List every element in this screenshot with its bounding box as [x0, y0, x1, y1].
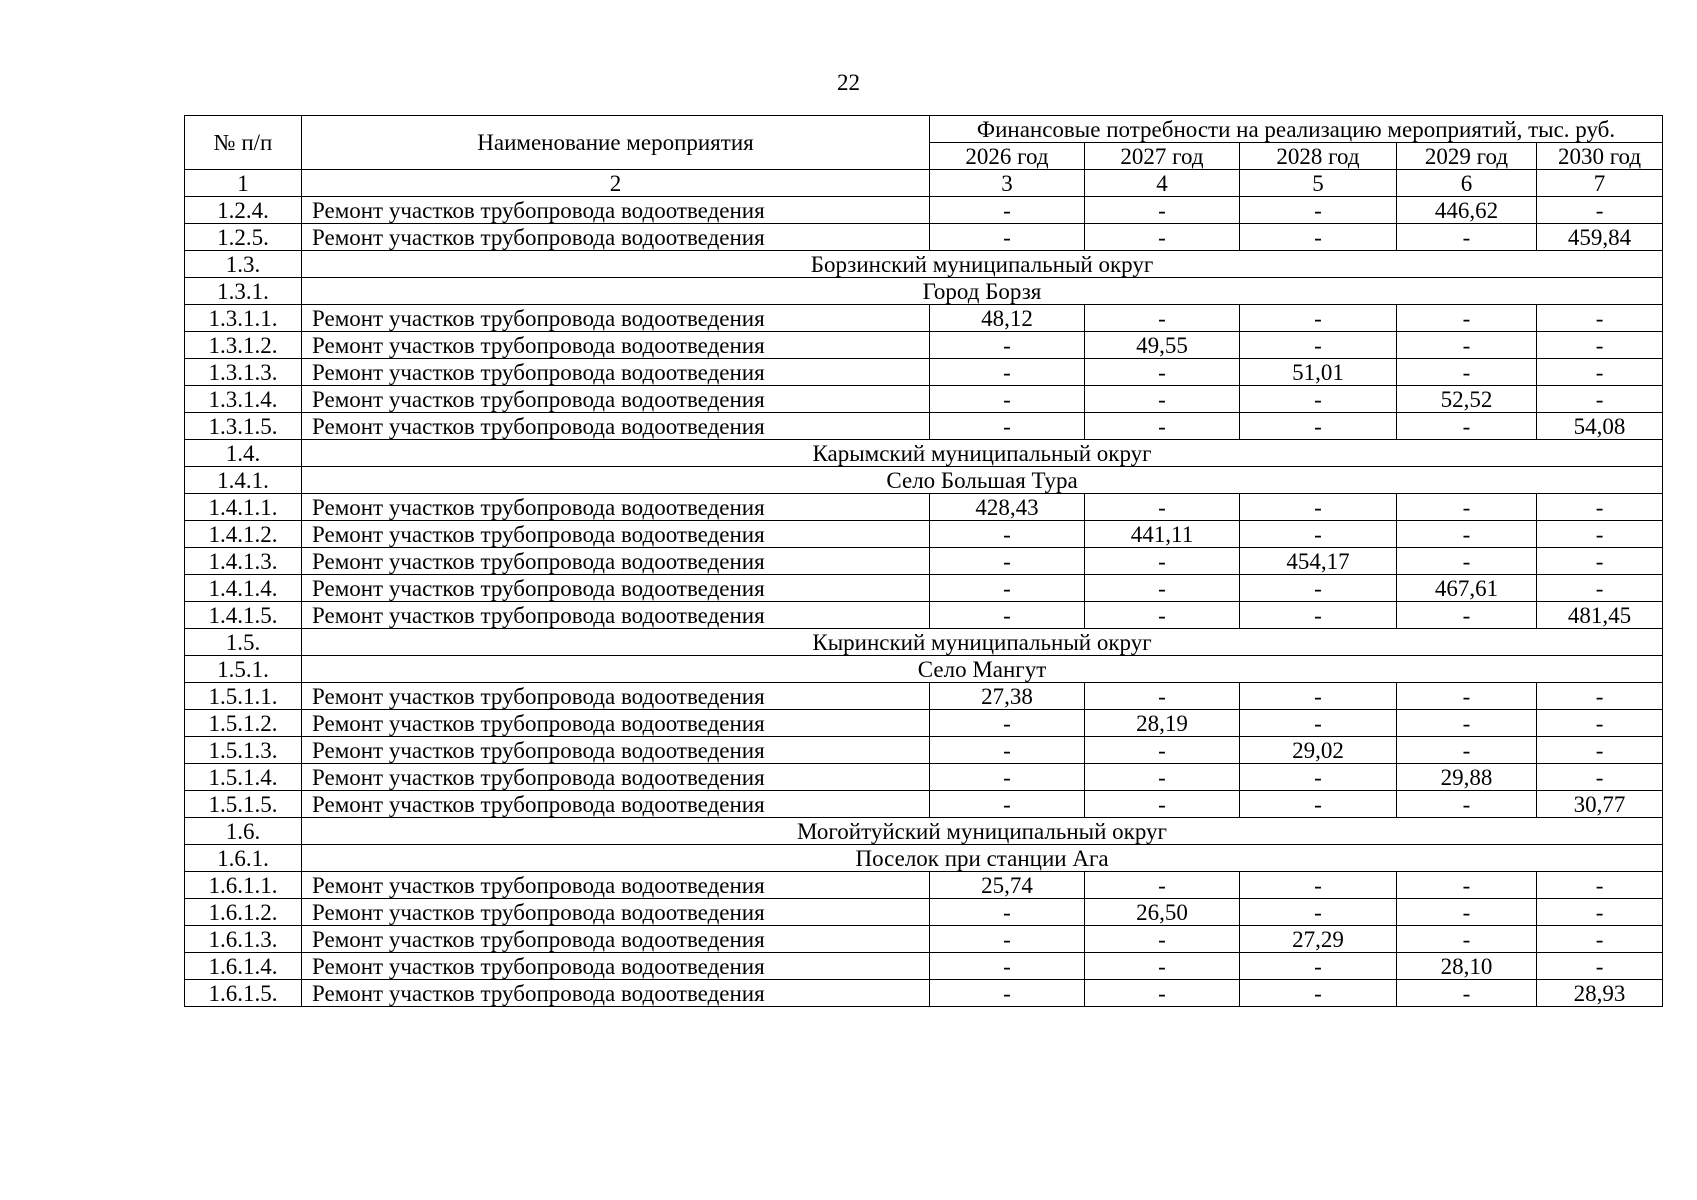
- activity-name: Ремонт участков трубопровода водоотведения: [302, 332, 930, 359]
- row-number: 1.4.1.4.: [185, 575, 302, 602]
- table-row: [185, 737, 1663, 764]
- year-value: -: [1240, 494, 1397, 521]
- row-number: 1.5.1.2.: [185, 710, 302, 737]
- year-value: -: [1085, 737, 1240, 764]
- year-value: -: [930, 710, 1085, 737]
- year-value: -: [930, 764, 1085, 791]
- header-year: 2027 год: [1085, 143, 1240, 170]
- table-row: [185, 386, 1663, 413]
- year-value: -: [1085, 953, 1240, 980]
- row-number: 1.2.5.: [185, 224, 302, 251]
- table-row: [185, 224, 1663, 251]
- column-number: 3: [930, 170, 1085, 197]
- year-value: -: [1537, 575, 1663, 602]
- table-row: [185, 575, 1663, 602]
- section-title: Борзинский муниципальный округ: [302, 251, 1663, 278]
- year-value: -: [1397, 521, 1537, 548]
- activity-name: Ремонт участков трубопровода водоотведения: [302, 548, 930, 575]
- row-number: 1.3.1.4.: [185, 386, 302, 413]
- row-number: 1.5.1.1.: [185, 683, 302, 710]
- year-value: -: [1085, 872, 1240, 899]
- year-value: -: [1397, 602, 1537, 629]
- year-value: -: [1537, 872, 1663, 899]
- section-row: [185, 629, 1663, 656]
- year-value: -: [930, 197, 1085, 224]
- table-row: [185, 521, 1663, 548]
- year-value: 446,62: [1397, 197, 1537, 224]
- table-row: [185, 197, 1663, 224]
- year-value: -: [1240, 710, 1397, 737]
- activity-name: Ремонт участков трубопровода водоотведения: [302, 413, 930, 440]
- year-value: -: [1085, 305, 1240, 332]
- year-value: -: [1397, 305, 1537, 332]
- year-value: -: [1537, 197, 1663, 224]
- year-value: -: [930, 548, 1085, 575]
- table-row: [185, 764, 1663, 791]
- year-value: -: [930, 899, 1085, 926]
- year-value: -: [1085, 548, 1240, 575]
- year-value: 25,74: [930, 872, 1085, 899]
- section-title: Город Борзя: [302, 278, 1663, 305]
- column-number: 1: [185, 170, 302, 197]
- year-value: 52,52: [1397, 386, 1537, 413]
- column-number: 6: [1397, 170, 1537, 197]
- activity-name: Ремонт участков трубопровода водоотведения: [302, 305, 930, 332]
- year-value: -: [1085, 764, 1240, 791]
- section-row: [185, 467, 1663, 494]
- row-number: 1.4.1.2.: [185, 521, 302, 548]
- row-number: 1.5.1.3.: [185, 737, 302, 764]
- year-value: -: [1240, 872, 1397, 899]
- row-number: 1.4.1.: [185, 467, 302, 494]
- activity-name: Ремонт участков трубопровода водоотведения: [302, 953, 930, 980]
- year-value: -: [1397, 899, 1537, 926]
- header-row-top: [185, 116, 1663, 143]
- activity-name: Ремонт участков трубопровода водоотведения: [302, 197, 930, 224]
- section-title: Кыринский муниципальный округ: [302, 629, 1663, 656]
- year-value: -: [1085, 224, 1240, 251]
- section-row: [185, 251, 1663, 278]
- row-number: 1.5.: [185, 629, 302, 656]
- row-number: 1.6.1.5.: [185, 980, 302, 1007]
- year-value: -: [1240, 683, 1397, 710]
- year-value: -: [1240, 764, 1397, 791]
- year-value: 428,43: [930, 494, 1085, 521]
- year-value: -: [930, 413, 1085, 440]
- year-value: -: [1537, 548, 1663, 575]
- year-value: -: [1397, 332, 1537, 359]
- year-value: -: [1085, 575, 1240, 602]
- table-row: [185, 926, 1663, 953]
- year-value: -: [1085, 602, 1240, 629]
- year-value: 48,12: [930, 305, 1085, 332]
- section-title: Село Мангут: [302, 656, 1663, 683]
- year-value: -: [1537, 953, 1663, 980]
- year-value: -: [1537, 521, 1663, 548]
- section-row: [185, 845, 1663, 872]
- column-number-row: [185, 170, 1663, 197]
- table-row: [185, 602, 1663, 629]
- row-number: 1.5.1.5.: [185, 791, 302, 818]
- table-row: [185, 413, 1663, 440]
- year-value: -: [1397, 791, 1537, 818]
- activity-name: Ремонт участков трубопровода водоотведения: [302, 521, 930, 548]
- section-row: [185, 278, 1663, 305]
- year-value: -: [1537, 386, 1663, 413]
- column-number: 7: [1537, 170, 1663, 197]
- row-number: 1.6.1.2.: [185, 899, 302, 926]
- activity-name: Ремонт участков трубопровода водоотведения: [302, 899, 930, 926]
- year-value: 30,77: [1537, 791, 1663, 818]
- year-value: -: [1537, 359, 1663, 386]
- year-value: -: [1240, 791, 1397, 818]
- table-row: [185, 683, 1663, 710]
- year-value: 459,84: [1537, 224, 1663, 251]
- year-value: -: [1397, 926, 1537, 953]
- row-number: 1.5.1.4.: [185, 764, 302, 791]
- row-number: 1.4.1.3.: [185, 548, 302, 575]
- year-value: -: [1085, 926, 1240, 953]
- year-value: 54,08: [1537, 413, 1663, 440]
- header-name: Наименование мероприятия: [302, 116, 930, 170]
- header-num: № п/п: [185, 116, 302, 170]
- row-number: 1.6.: [185, 818, 302, 845]
- year-value: -: [1085, 197, 1240, 224]
- year-value: -: [1397, 494, 1537, 521]
- section-title: Поселок при станции Ага: [302, 845, 1663, 872]
- activity-name: Ремонт участков трубопровода водоотведения: [302, 224, 930, 251]
- year-value: -: [1240, 197, 1397, 224]
- year-value: 467,61: [1397, 575, 1537, 602]
- section-title: Село Большая Тура: [302, 467, 1663, 494]
- year-value: 49,55: [1085, 332, 1240, 359]
- year-value: -: [1397, 359, 1537, 386]
- year-value: -: [1397, 413, 1537, 440]
- year-value: -: [1240, 575, 1397, 602]
- activity-name: Ремонт участков трубопровода водоотведения: [302, 602, 930, 629]
- year-value: -: [930, 953, 1085, 980]
- financing-table: [184, 115, 1663, 1007]
- year-value: -: [930, 521, 1085, 548]
- year-value: -: [1240, 305, 1397, 332]
- page-number: 22: [837, 70, 860, 95]
- year-value: -: [1240, 386, 1397, 413]
- row-number: 1.4.1.5.: [185, 602, 302, 629]
- row-number: 1.3.1.5.: [185, 413, 302, 440]
- year-value: -: [1397, 224, 1537, 251]
- year-value: 27,29: [1240, 926, 1397, 953]
- column-number: 5: [1240, 170, 1397, 197]
- year-value: 29,02: [1240, 737, 1397, 764]
- column-number: 2: [302, 170, 930, 197]
- table-body: [185, 116, 1663, 1007]
- row-number: 1.6.1.4.: [185, 953, 302, 980]
- year-value: -: [1085, 386, 1240, 413]
- year-value: -: [930, 980, 1085, 1007]
- year-value: 29,88: [1397, 764, 1537, 791]
- year-value: 454,17: [1240, 548, 1397, 575]
- table-row: [185, 791, 1663, 818]
- year-value: 28,10: [1397, 953, 1537, 980]
- activity-name: Ремонт участков трубопровода водоотведения: [302, 980, 930, 1007]
- year-value: -: [1240, 332, 1397, 359]
- row-number: 1.6.1.1.: [185, 872, 302, 899]
- activity-name: Ремонт участков трубопровода водоотведения: [302, 575, 930, 602]
- activity-name: Ремонт участков трубопровода водоотведения: [302, 359, 930, 386]
- year-value: -: [1397, 737, 1537, 764]
- year-value: 28,93: [1537, 980, 1663, 1007]
- table-row: [185, 872, 1663, 899]
- year-value: -: [1537, 926, 1663, 953]
- row-number: 1.4.1.1.: [185, 494, 302, 521]
- table-row: [185, 494, 1663, 521]
- year-value: -: [1240, 953, 1397, 980]
- year-value: -: [1240, 602, 1397, 629]
- year-value: -: [930, 791, 1085, 818]
- section-title: Могойтуйский муниципальный округ: [302, 818, 1663, 845]
- year-value: -: [1537, 737, 1663, 764]
- year-value: -: [930, 926, 1085, 953]
- section-row: [185, 818, 1663, 845]
- year-value: -: [1240, 521, 1397, 548]
- year-value: 26,50: [1085, 899, 1240, 926]
- activity-name: Ремонт участков трубопровода водоотведения: [302, 494, 930, 521]
- year-value: -: [1240, 980, 1397, 1007]
- row-number: 1.3.1.2.: [185, 332, 302, 359]
- activity-name: Ремонт участков трубопровода водоотведения: [302, 386, 930, 413]
- header-year: 2030 год: [1537, 143, 1663, 170]
- year-value: -: [1397, 683, 1537, 710]
- year-value: -: [930, 386, 1085, 413]
- year-value: -: [930, 359, 1085, 386]
- year-value: -: [1537, 332, 1663, 359]
- year-value: -: [1240, 413, 1397, 440]
- table-row: [185, 332, 1663, 359]
- header-year: 2028 год: [1240, 143, 1397, 170]
- year-value: -: [1085, 359, 1240, 386]
- year-value: -: [1537, 683, 1663, 710]
- row-number: 1.3.: [185, 251, 302, 278]
- activity-name: Ремонт участков трубопровода водоотведения: [302, 764, 930, 791]
- year-value: -: [930, 224, 1085, 251]
- year-value: -: [1240, 224, 1397, 251]
- year-value: -: [1537, 899, 1663, 926]
- table-row: [185, 548, 1663, 575]
- year-value: -: [1397, 548, 1537, 575]
- year-value: -: [930, 737, 1085, 764]
- year-value: -: [1397, 980, 1537, 1007]
- year-value: -: [930, 332, 1085, 359]
- table-row: [185, 710, 1663, 737]
- year-value: 51,01: [1240, 359, 1397, 386]
- header-financing: Финансовые потребности на реализацию мероприятий, тыс. руб.: [930, 116, 1663, 143]
- table-row: [185, 305, 1663, 332]
- year-value: -: [930, 575, 1085, 602]
- year-value: -: [1085, 791, 1240, 818]
- year-value: -: [1085, 980, 1240, 1007]
- year-value: -: [1537, 764, 1663, 791]
- activity-name: Ремонт участков трубопровода водоотведения: [302, 872, 930, 899]
- row-number: 1.2.4.: [185, 197, 302, 224]
- year-value: -: [1085, 683, 1240, 710]
- year-value: -: [1397, 710, 1537, 737]
- year-value: 441,11: [1085, 521, 1240, 548]
- row-number: 1.6.1.: [185, 845, 302, 872]
- row-number: 1.5.1.: [185, 656, 302, 683]
- activity-name: Ремонт участков трубопровода водоотведения: [302, 926, 930, 953]
- row-number: 1.3.1.1.: [185, 305, 302, 332]
- table-row: [185, 953, 1663, 980]
- year-value: -: [1085, 494, 1240, 521]
- table-row: [185, 980, 1663, 1007]
- column-number: 4: [1085, 170, 1240, 197]
- section-title: Карымский муниципальный округ: [302, 440, 1663, 467]
- row-number: 1.3.1.: [185, 278, 302, 305]
- header-year: 2026 год: [930, 143, 1085, 170]
- section-row: [185, 656, 1663, 683]
- row-number: 1.3.1.3.: [185, 359, 302, 386]
- table-row: [185, 359, 1663, 386]
- activity-name: Ремонт участков трубопровода водоотведения: [302, 683, 930, 710]
- section-row: [185, 440, 1663, 467]
- row-number: 1.6.1.3.: [185, 926, 302, 953]
- year-value: -: [1397, 872, 1537, 899]
- table-row: [185, 899, 1663, 926]
- year-value: -: [1537, 305, 1663, 332]
- year-value: 481,45: [1537, 602, 1663, 629]
- year-value: -: [1085, 413, 1240, 440]
- header-year: 2029 год: [1397, 143, 1537, 170]
- year-value: -: [1240, 899, 1397, 926]
- year-value: 28,19: [1085, 710, 1240, 737]
- activity-name: Ремонт участков трубопровода водоотведения: [302, 737, 930, 764]
- activity-name: Ремонт участков трубопровода водоотведения: [302, 710, 930, 737]
- year-value: 27,38: [930, 683, 1085, 710]
- year-value: -: [1537, 710, 1663, 737]
- year-value: -: [930, 602, 1085, 629]
- row-number: 1.4.: [185, 440, 302, 467]
- year-value: -: [1537, 494, 1663, 521]
- activity-name: Ремонт участков трубопровода водоотведения: [302, 791, 930, 818]
